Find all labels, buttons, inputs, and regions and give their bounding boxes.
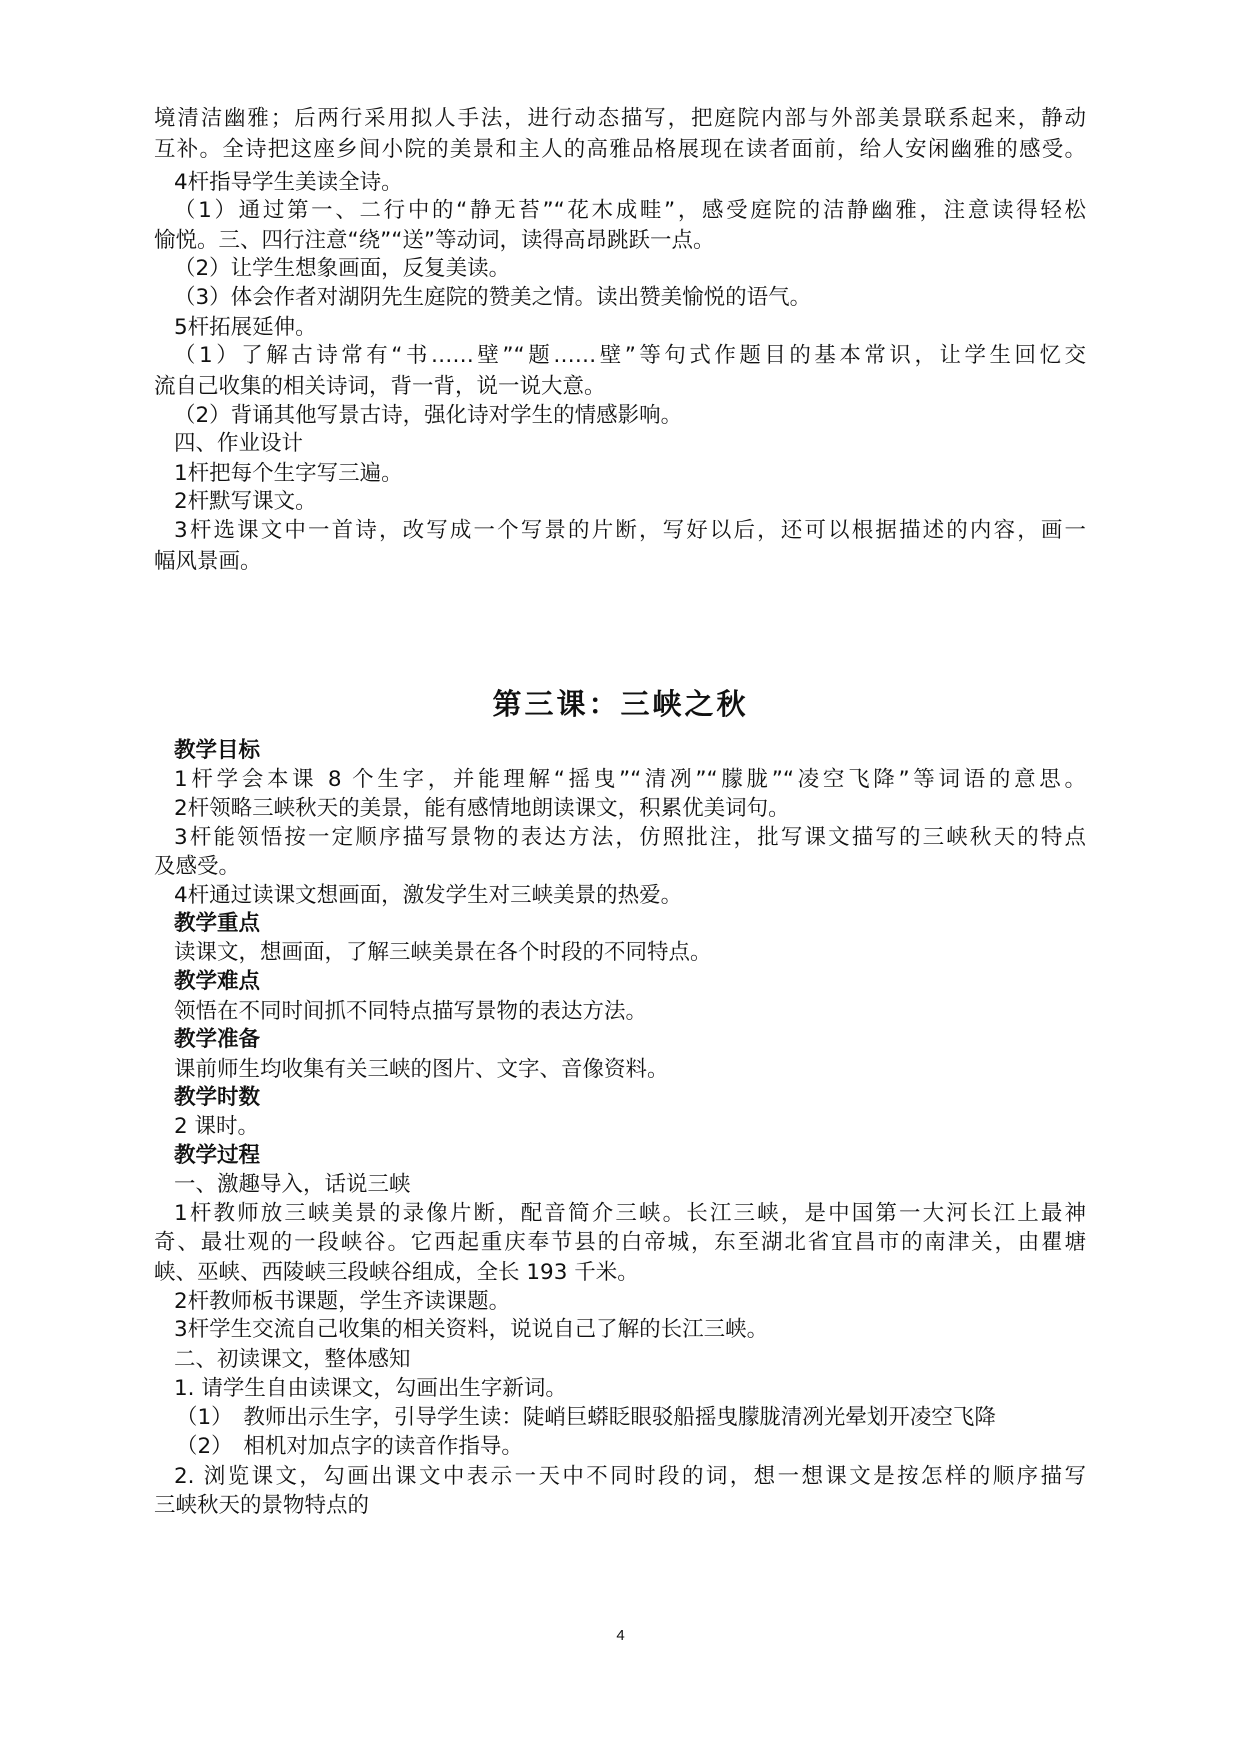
lesson-title: 第三课：三峡之秋 [492, 687, 749, 721]
text-line: 2杆默写课文。 [174, 489, 317, 514]
page-number: 4 [616, 1627, 625, 1644]
text-line: 课前师生均收集有关三峡的图片、文字、音像资料。 [174, 1057, 669, 1082]
text-line: 1. 请学生自由读课文，勾画出生字新词。 [174, 1376, 567, 1401]
text-line: 3杆学生交流自己收集的相关资料，说说自己了解的长江三峡。 [174, 1317, 769, 1342]
text-line: 及感受。 [154, 854, 241, 879]
text-line: 读课文，想画面，了解三峡美景在各个时段的不同特点。 [174, 940, 712, 965]
text-line: 2杆教师板书课题，学生齐读课题。 [174, 1289, 511, 1314]
text-line: 流自己收集的相关诗词，背一背，说一说大意。 [154, 374, 606, 399]
text-line: 1杆教师放三峡美景的录像片断，配音简介三峡。长江三峡，是中国第一大河长江上最神 [174, 1201, 1086, 1226]
text-line: 奇、最壮观的一段峡谷。它西起重庆奉节县的白帝城，东至湖北省宜昌市的南津关，由瞿塘 [154, 1230, 1086, 1255]
text-line: 3杆能领悟按一定顺序描写景物的表达方法，仿照批注，批写课文描写的三峡秋天的特点 [174, 825, 1086, 850]
text-line: 互补。全诗把这座乡间小院的美景和主人的高雅品格展现在读者面前，给人安闲幽雅的感受。 [154, 137, 1086, 162]
text-line: 幅风景画。 [154, 549, 262, 574]
text-line: 愉悦。三、四行注意“绕”“送”等动词，读得高昂跳跃一点。 [154, 228, 715, 253]
text-line: 领悟在不同时间抓不同特点描写景物的表达方法。 [174, 999, 648, 1024]
text-line: 三峡秋天的景物特点的 [154, 1493, 370, 1518]
text-line: （1）通过第一、二行中的“静无苔”“花木成畦”，感受庭院的洁静幽雅，注意读得轻松 [174, 198, 1086, 223]
text-line: （2）背诵其他写景古诗，强化诗对学生的情感影响。 [174, 403, 683, 428]
text-line: 四、作业设计 [174, 431, 304, 456]
text-line: 境清洁幽雅；后两行采用拟人手法，进行动态描写，把庭院内部与外部美景联系起来，静动 [154, 106, 1086, 131]
section-heading: 教学时数 [174, 1085, 261, 1110]
text-line: 1杆学会本课 8 个生字，并能理解“摇曳”“清冽”“朦胧”“凌空飞降”等词语的意思。 [174, 767, 1086, 792]
text-line: （3）体会作者对湖阴先生庭院的赞美之情。读出赞美愉悦的语气。 [174, 285, 812, 310]
text-line: 4杆指导学生美读全诗。 [174, 170, 403, 195]
text-line: 二、初读课文，整体感知 [174, 1347, 411, 1372]
text-line: （1） 教师出示生字，引导学生读：陡峭巨蟒眨眼驳船摇曳朦胧清冽光晕划开凌空飞降 [176, 1405, 996, 1430]
text-line: 2杆领略三峡秋天的美景，能有感情地朗读课文，积累优美词句。 [174, 796, 790, 821]
text-line: （2） 相机对加点字的读音作指导。 [176, 1434, 523, 1459]
section-heading: 教学准备 [174, 1027, 261, 1052]
text-line: 5杆拓展延伸。 [174, 315, 317, 340]
section-heading: 教学难点 [174, 969, 261, 994]
text-line: （1）了解古诗常有“书……壁”“题……壁”等句式作题目的基本常识，让学生回忆交 [174, 343, 1086, 368]
text-line: 2. 浏览课文，勾画出课文中表示一天中不同时段的词，想一想课文是按怎样的顺序描写 [174, 1464, 1086, 1489]
text-line: 2 课时。 [174, 1114, 260, 1139]
section-heading: 教学过程 [174, 1143, 261, 1168]
text-line: 3杆选课文中一首诗，改写成一个写景的片断，写好以后，还可以根据描述的内容，画一 [174, 518, 1086, 543]
text-line: （2）让学生想象画面，反复美读。 [174, 256, 511, 281]
text-line: 1杆把每个生字写三遍。 [174, 461, 403, 486]
text-line: 一、激趣导入，话说三峡 [174, 1172, 411, 1197]
text-line: 4杆通过读课文想画面，激发学生对三峡美景的热爱。 [174, 883, 683, 908]
section-heading: 教学重点 [174, 911, 261, 936]
section-heading: 教学目标 [174, 738, 261, 763]
text-line: 峡、巫峡、西陵峡三段峡谷组成，全长 193 千米。 [154, 1260, 639, 1285]
